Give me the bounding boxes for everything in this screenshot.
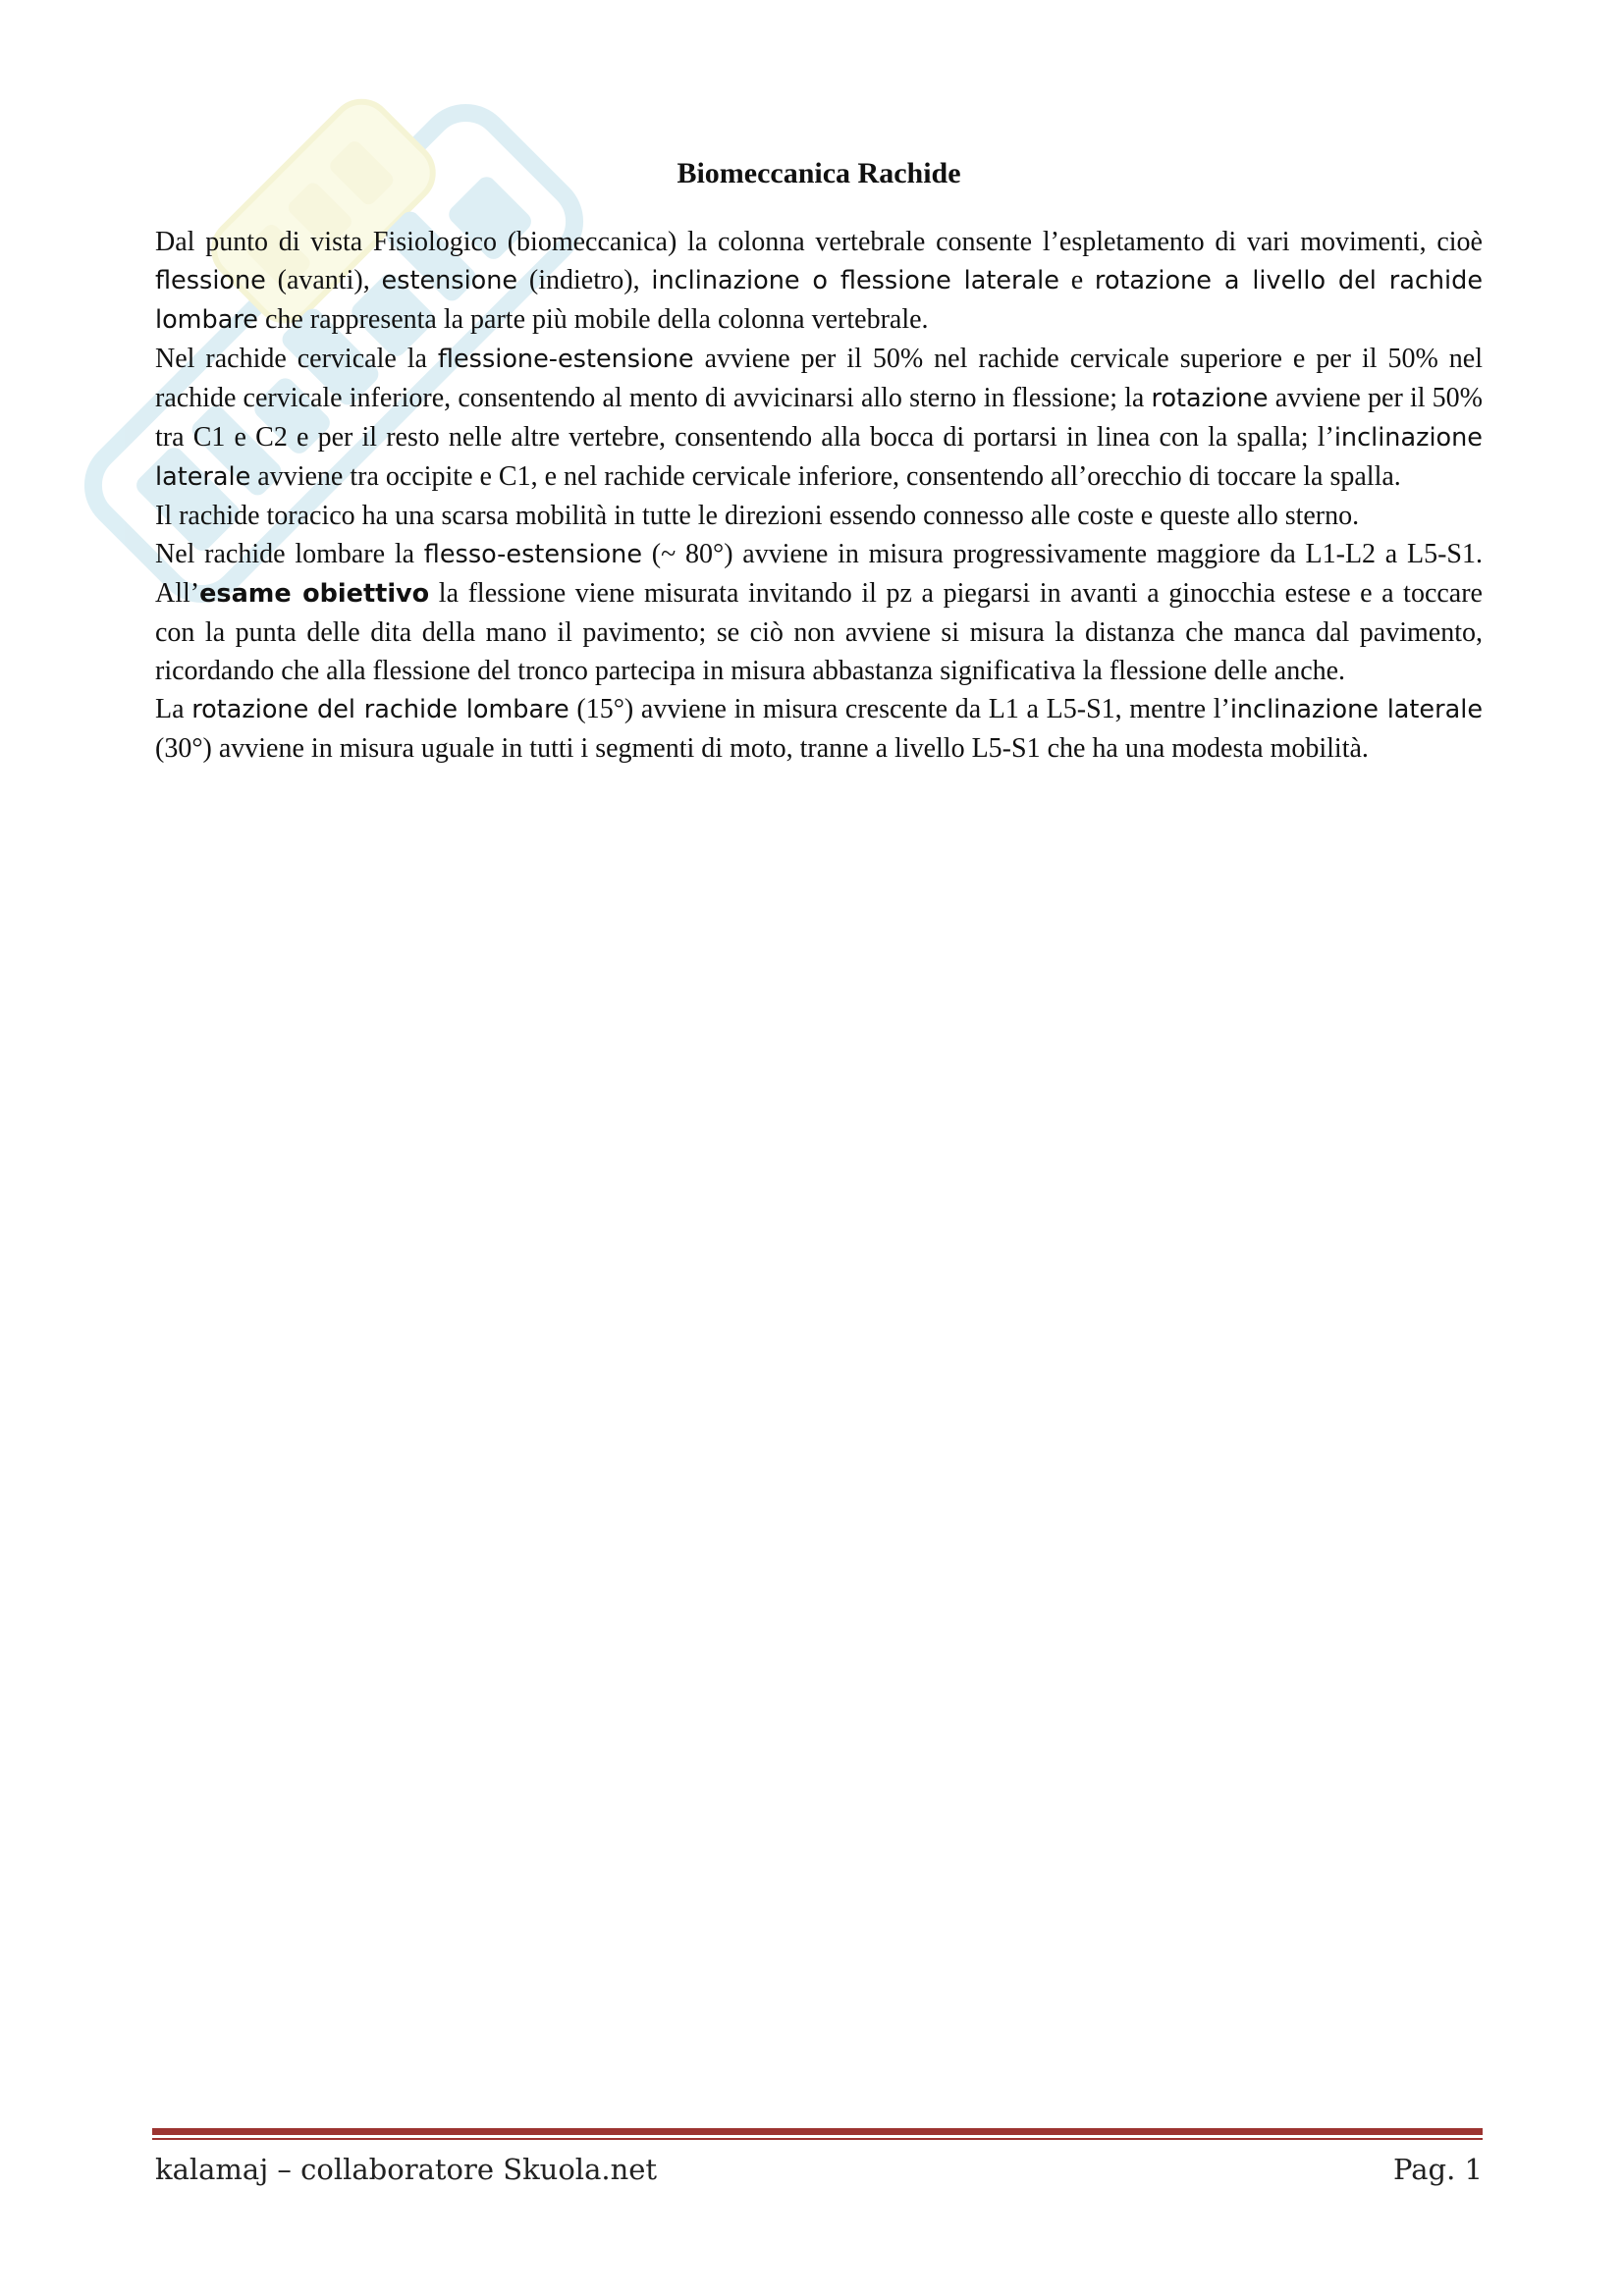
text-run: la flessione viene misurata invitando il pz a piegarsi in avanti a ginocchia estese e a toccare con la punta delle dita della mano il pavimento; se ciò non avviene si misura la distanza che manca dal pavimento, ricordando che alla flessione del tronco partecipa in misura abbastanza significativa la flessione delle anche. bbox=[155, 578, 1483, 686]
keyword: flessione-estensione bbox=[437, 345, 694, 374]
text-run: Dal punto di vista Fisiologico (biomeccanica) la colonna vertebrale consente l’espletamento di vari movimenti, cioè bbox=[155, 227, 1483, 257]
text-run: Il rachide toracico ha una scarsa mobilità in tutte le direzioni essendo connesso alle coste e queste allo sterno. bbox=[155, 501, 1360, 531]
keyword: rotazione a livello del rachide lombare bbox=[155, 266, 1484, 335]
text-run: Nel rachide cervicale la bbox=[155, 344, 438, 374]
paragraph bbox=[155, 690, 1483, 768]
text-run: Nel rachide lombare la bbox=[155, 539, 424, 569]
text-run: La bbox=[155, 694, 192, 724]
keyword: rotazione bbox=[1151, 384, 1269, 413]
text-run: che rappresenta la parte più mobile della colonna vertebrale. bbox=[257, 304, 929, 335]
paragraph bbox=[155, 535, 1483, 690]
paragraph bbox=[155, 497, 1483, 535]
keyword: flessione bbox=[155, 266, 266, 295]
page-footer bbox=[155, 2148, 1483, 2191]
text-run: (30°) avviene in misura uguale in tutti i segmenti di moto, tranne a livello L5-S1 che ha una modesta mobilità. bbox=[155, 733, 1369, 764]
paragraph bbox=[155, 340, 1483, 497]
footer-author: kalamaj – collaboratore Skuola.net bbox=[155, 2153, 658, 2186]
text-run: (15°) avviene in misura crescente da L1 a L5-S1, mentre l’ bbox=[568, 694, 1230, 724]
text-run: avviene per il 50% tra C1 e C2 e per il resto nelle altre vertebre, consentendo alla bocca di portarsi in linea con la spalla; l’ bbox=[155, 383, 1483, 453]
keyword: estensione bbox=[381, 266, 518, 295]
page-number: Pag. 1 bbox=[1393, 2153, 1483, 2186]
text-run: (~ 80°) avviene in misura progressivamente maggiore da L1-L2 a L5-S1. All’ bbox=[155, 539, 1483, 609]
footer-rule-thin bbox=[152, 2138, 1483, 2140]
keyword: rotazione del rachide lombare bbox=[191, 695, 569, 724]
paragraph bbox=[155, 223, 1483, 340]
document-title: Biomeccanica Rachide bbox=[677, 157, 961, 189]
text-run: avviene per il 50% nel rachide cervicale superiore e per il 50% nel rachide cervicale inferiore, consentendo al mento di avvicinarsi allo sterno in flessione; la bbox=[155, 344, 1483, 413]
footer-rule bbox=[152, 2128, 1483, 2135]
keyword: flesso-estensione bbox=[423, 540, 643, 569]
text-run: e bbox=[1058, 265, 1095, 295]
text-run: avviene tra occipite e C1, e nel rachide cervicale inferiore, consentendo all’orecchio di toccare la spalla. bbox=[250, 461, 1401, 492]
document-body bbox=[155, 223, 1483, 768]
text-run: (avanti), bbox=[265, 265, 382, 295]
keyword: inclinazione o flessione laterale bbox=[651, 266, 1059, 295]
keyword: esame obiettivo bbox=[199, 579, 430, 609]
keyword: inclinazione laterale bbox=[1229, 695, 1484, 724]
page-content bbox=[155, 152, 1483, 768]
keyword: inclinazione laterale bbox=[155, 423, 1483, 492]
text-run: (indietro), bbox=[517, 265, 652, 295]
